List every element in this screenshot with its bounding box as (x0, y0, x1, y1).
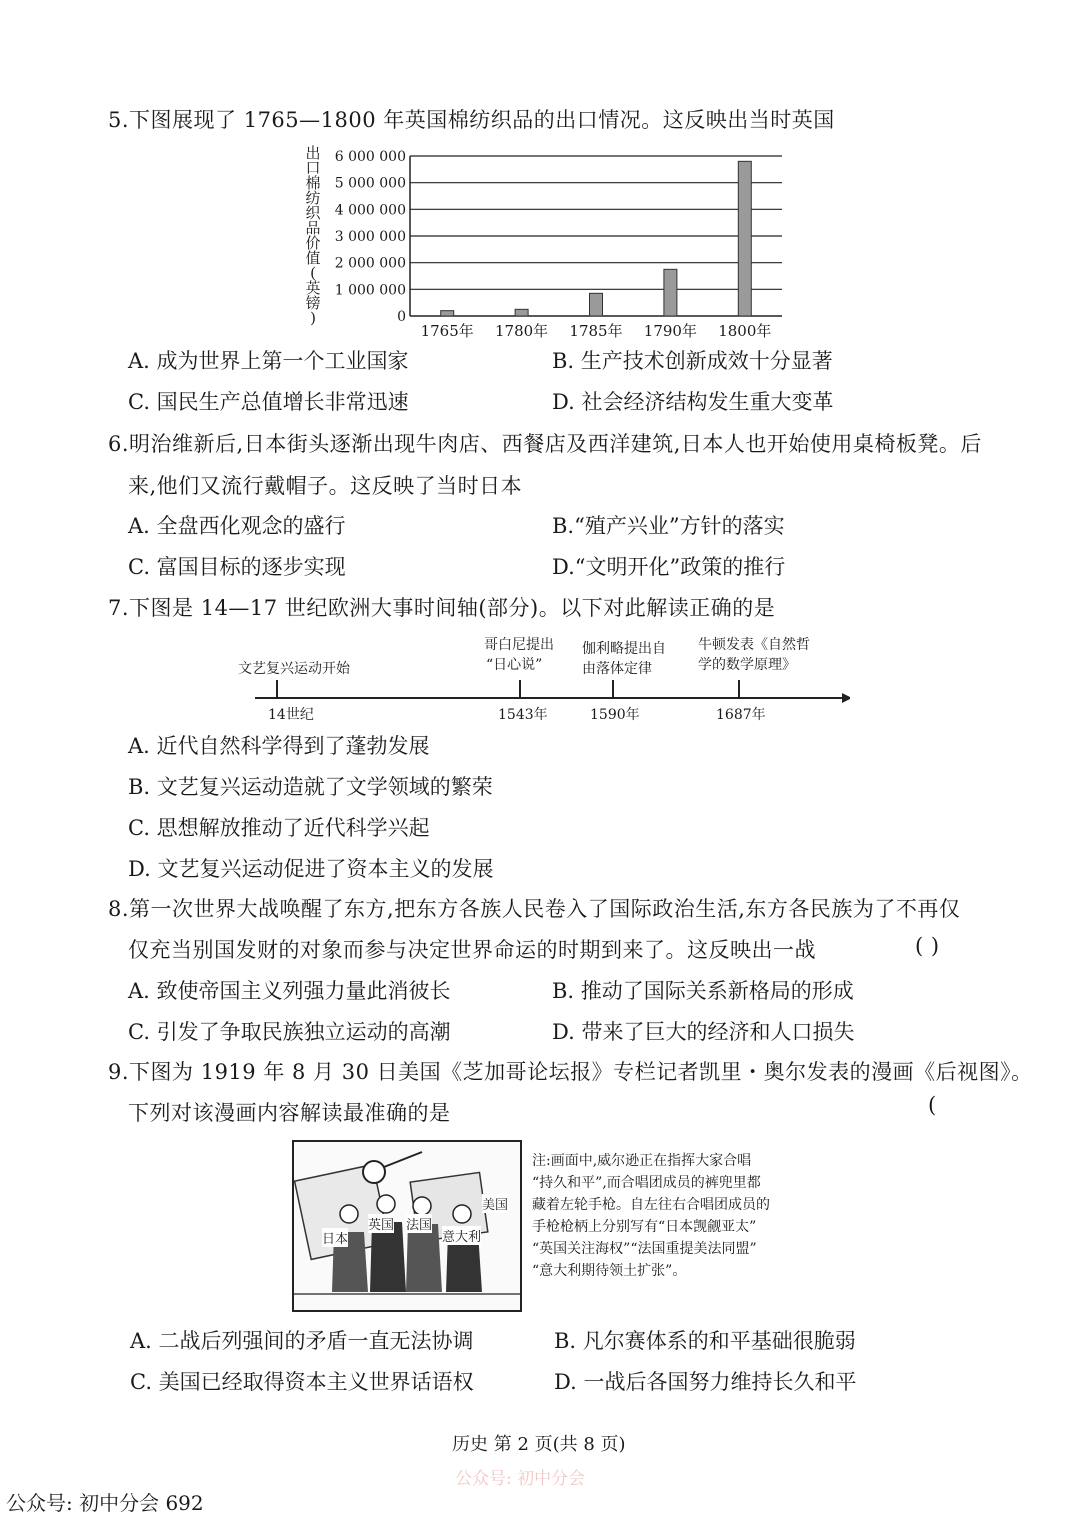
timeline-event-1590-line2: 由落体定律 (582, 661, 652, 677)
chart-ylabel-char: 出 (305, 144, 321, 162)
timeline-event-1543-line2: “日心说” (486, 657, 543, 673)
chart-xtick-label: 1780年 (495, 322, 549, 340)
chart-ylabel-char: ) (310, 309, 316, 327)
q9-stem-line2: 下列对该漫画内容解读最准确的是 (128, 1101, 451, 1125)
q9-note-line5: “英国关注海权”“法国重提美法同盟” (532, 1241, 757, 1257)
chart-xtick-label: 1790年 (643, 322, 697, 340)
q5-stem: 5.下图展现了 1765—1800 年英国棉纺织品的出口情况。这反映出当时英国 (108, 108, 835, 132)
q9-option-c: C. 美国已经取得资本主义世界话语权 (130, 1370, 474, 1394)
cartoon-label-italy: 意大利 (442, 1226, 481, 1245)
q7-option-b: B. 文艺复兴运动造就了文学领域的繁荣 (128, 775, 493, 799)
chart-xticks (421, 322, 772, 340)
timeline-date-1687: 1687年 (716, 707, 766, 723)
q9-note-line2: “持久和平”,而合唱团成员的裤兜里都 (532, 1175, 761, 1191)
chart-ytick-label: 1 000 000 (334, 282, 406, 299)
chart-xtick-label: 1765年 (420, 322, 474, 340)
q8-option-a: A. 致使帝国主义列强力量此消彼长 (128, 979, 451, 1003)
q7-option-d: D. 文艺复兴运动促进了资本主义的发展 (128, 857, 494, 881)
q9-note-line4: 手枪枪柄上分别写有“日本觊觎亚太” (532, 1219, 757, 1235)
timeline-date-1543: 1543年 (498, 707, 548, 723)
chart-bars (441, 161, 752, 316)
q5-option-a: A. 成为世界上第一个工业国家 (128, 349, 409, 373)
chart-ytick-label: 5 000 000 (334, 175, 406, 192)
chart-ylabel-char: 口 (305, 159, 321, 177)
q5-option-b: B. 生产技术创新成效十分显著 (552, 349, 833, 373)
chart-ylabel-char: 纺 (305, 189, 321, 207)
chart-ylabel-char: 织 (305, 204, 321, 222)
q6-option-b: B.“殖产兴业”方针的落实 (552, 514, 785, 538)
timeline-event-1590-line1: 伽利略提出自 (582, 641, 666, 657)
q8-stem-line2: 仅充当别国发财的对象而参与决定世界命运的时期到来了。这反映出一战 (128, 938, 816, 962)
chart-ylabel-char: 英 (305, 279, 321, 297)
account-label: 公众号: 初中分会 692 (6, 1491, 204, 1515)
chart-ytick-label: 0 (397, 309, 406, 325)
q8-option-c: C. 引发了争取民族独立运动的高潮 (128, 1020, 451, 1044)
q9-option-a: A. 二战后列强间的矛盾一直无法协调 (130, 1329, 474, 1353)
q8-option-d: D. 带来了巨大的经济和人口损失 (552, 1020, 855, 1044)
timeline-event-1687-line2: 学的数学原理》 (698, 657, 796, 673)
chart-ylabel-char: ( (310, 264, 316, 282)
q5-option-d: D. 社会经济结构发生重大变革 (552, 390, 834, 414)
q9-option-b: B. 凡尔赛体系的和平基础很脆弱 (554, 1329, 856, 1353)
page-number: 历史 第 2 页(共 8 页) (452, 1434, 626, 1455)
q6-option-c: C. 富国目标的逐步实现 (128, 555, 346, 579)
timeline-event-1543-line1: 哥白尼提出 (484, 637, 554, 653)
chart-ylabel-char: 镑 (305, 294, 321, 312)
chart-xtick-label: 1785年 (569, 322, 623, 340)
q9-option-d: D. 一战后各国努力维持长久和平 (554, 1370, 857, 1394)
chart-bar-1765年 (441, 311, 454, 316)
q5-bar-chart (295, 138, 795, 343)
chart-bar-1785年 (590, 293, 603, 316)
timeline-arrow (842, 693, 850, 703)
chart-bar-1780年 (515, 309, 528, 316)
q6-option-a: A. 全盘西化观念的盛行 (128, 514, 346, 538)
cartoon-label-france: 法国 (406, 1214, 432, 1233)
chart-ytick-label: 2 000 000 (334, 255, 406, 272)
timeline-event-1687-line1: 牛顿发表《自然哲 (698, 637, 810, 653)
chart-ylabel-char: 棉 (305, 174, 321, 192)
cartoon-label-usa: 美国 (482, 1194, 508, 1213)
cartoon-label-japan: 日本 (322, 1228, 348, 1247)
q9-note-line1: 注:画面中,威尔逊正在指挥大家合唱 (532, 1153, 752, 1169)
q9-note-line3: 藏着左轮手枪。自左往右合唱团成员的 (532, 1197, 770, 1213)
chart-ytick-label: 6 000 000 (334, 149, 406, 165)
chart-ytick-label: 4 000 000 (334, 202, 406, 219)
q7-timeline (230, 630, 850, 725)
chart-bar-1790年 (664, 269, 677, 316)
q6-stem-line1: 6.明治维新后,日本街头逐渐出现牛肉店、西餐店及西洋建筑,日本人也开始使用桌椅板凳。后 (108, 432, 982, 456)
chart-ylabel (305, 144, 321, 327)
watermark: 公众号: 初中分会 (455, 1469, 586, 1489)
q6-option-d: D.“文明开化”政策的推行 (552, 555, 786, 579)
q7-stem: 7.下图是 14—17 世纪欧洲大事时间轴(部分)。以下对此解读正确的是 (108, 596, 776, 620)
q5-option-c: C. 国民生产总值增长非常迅速 (128, 390, 409, 414)
q9-answer-paren: ( (928, 1093, 937, 1117)
q8-stem-line1: 8.第一次世界大战唤醒了东方,把东方各族人民卷入了国际政治生活,东方各民族为了不再仅 (108, 897, 961, 921)
timeline-date-1590: 1590年 (590, 707, 640, 723)
timeline-date-14c: 14世纪 (268, 707, 314, 723)
q9-note-line6: “意大利期待领土扩张”。 (532, 1263, 687, 1279)
chart-xtick-label: 1800年 (718, 322, 772, 340)
chart-bar-1800年 (738, 161, 751, 316)
q9-cartoon (292, 1140, 522, 1312)
q8-option-b: B. 推动了国际关系新格局的形成 (552, 979, 854, 1003)
chart-ytick-label: 3 000 000 (334, 229, 406, 245)
q8-answer-paren: ( ) (915, 934, 940, 958)
timeline-event-14c: 文艺复兴运动开始 (238, 661, 350, 677)
chart-ylabel-char: 品 (305, 219, 321, 237)
cartoon-label-uk: 英国 (368, 1214, 394, 1233)
q7-option-c: C. 思想解放推动了近代科学兴起 (128, 816, 430, 840)
chart-ylabel-char: 价 (305, 234, 321, 252)
chart-ylabel-char: 值 (305, 249, 321, 267)
q9-stem-line1: 9.下图为 1919 年 8 月 30 日美国《芝加哥论坛报》专栏记者凯里・奥尔发表的漫画《后视图》。 (108, 1060, 1033, 1084)
q7-option-a: A. 近代自然科学得到了蓬勃发展 (128, 734, 430, 758)
q6-stem-line2: 来,他们又流行戴帽子。这反映了当时日本 (128, 474, 523, 498)
chart-grid (335, 149, 782, 325)
